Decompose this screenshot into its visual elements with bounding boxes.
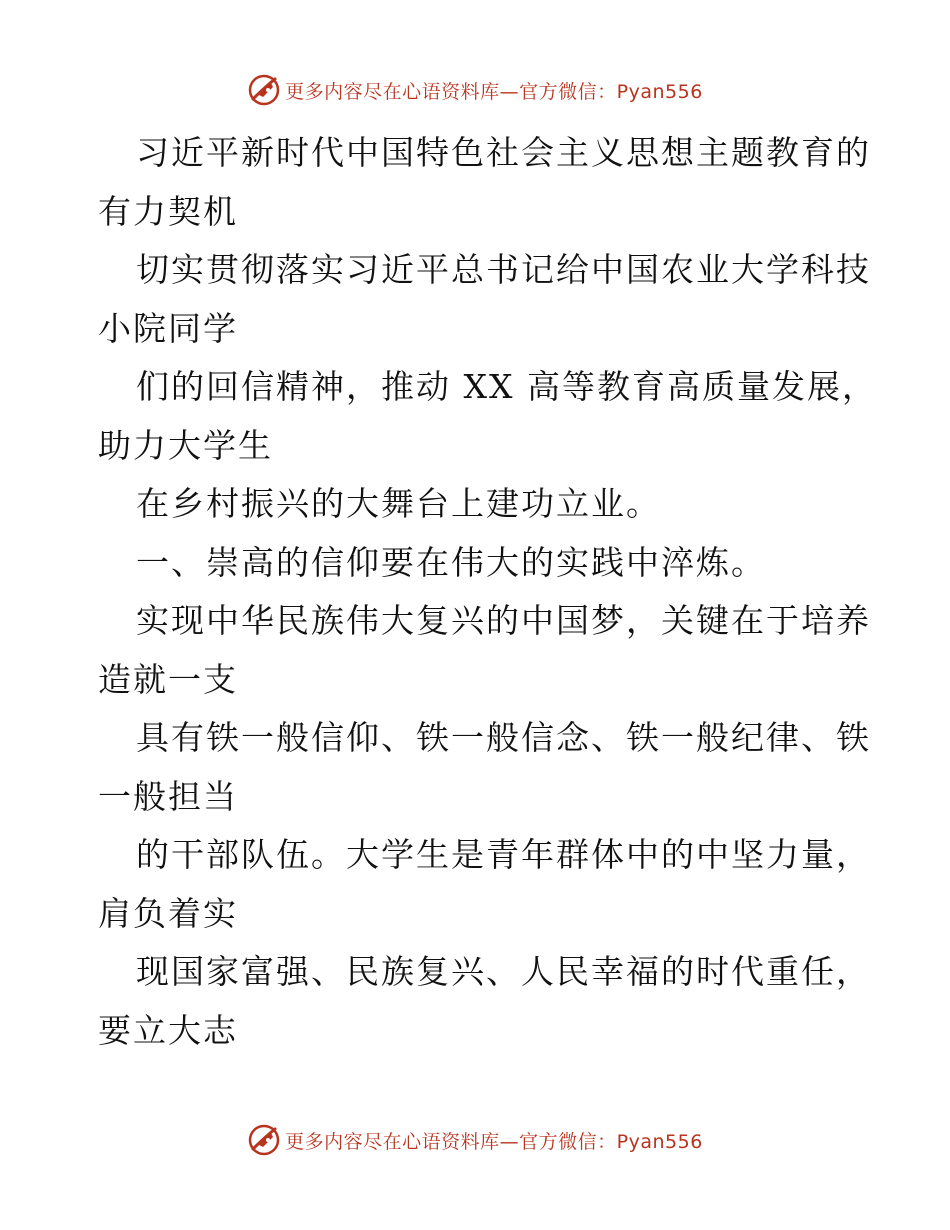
footer-watermark-text: 更多内容尽在心语资料库—官方微信：Pyan556	[285, 1130, 703, 1153]
text-line: 助力大学生	[98, 425, 273, 465]
text-line: 具有铁一般信仰、铁一般信念、铁一般纪律、铁	[136, 718, 871, 757]
text-line: 在乡村振兴的大舞台上建功立业。	[136, 484, 661, 523]
header-watermark-text: 更多内容尽在心语资料库—官方微信：Pyan556	[285, 80, 703, 103]
text-line: 切实贯彻落实习近平总书记给中国农业大学科技	[136, 250, 871, 289]
text-line: 有力契机	[98, 191, 238, 231]
text-line: 们的回信精神，推动 XX 高等教育高质量发展，	[136, 367, 877, 406]
text-line: 要立大志	[98, 1010, 238, 1050]
text-line: 习近平新时代中国特色社会主义思想主题教育的	[136, 133, 871, 172]
text-line: 实现中华民族伟大复兴的中国梦，关键在于培养	[136, 601, 871, 640]
text-line: 一、崇高的信仰要在伟大的实践中淬炼。	[136, 542, 766, 582]
text-line: 的干部队伍。大学生是青年群体中的中坚力量，	[136, 835, 871, 874]
text-line: 一般担当	[98, 776, 238, 816]
footer-watermark	[0, 1120, 950, 1160]
header-watermark	[0, 70, 950, 110]
pen-nib-logo-icon	[247, 73, 281, 107]
document-body	[98, 124, 877, 1060]
text-line: 小院同学	[98, 308, 238, 348]
text-line: 肩负着实	[98, 893, 238, 933]
text-line: 造就一支	[98, 659, 238, 699]
text-line: 现国家富强、民族复兴、人民幸福的时代重任，	[136, 952, 871, 991]
pen-nib-logo-icon	[247, 1123, 281, 1157]
